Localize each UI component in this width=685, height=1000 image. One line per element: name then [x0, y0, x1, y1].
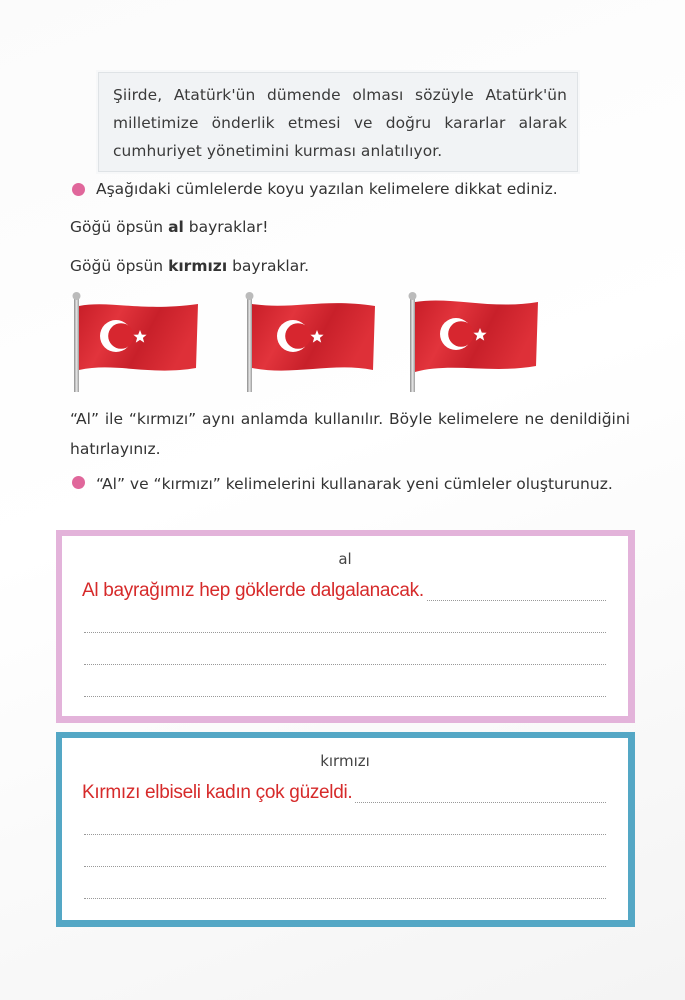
instruction-write-sentences: “Al” ve “kırmızı” kelimelerini kullanarak yeni cümleler oluşturunuz. — [96, 475, 613, 493]
box-heading-al: al — [338, 550, 352, 568]
bold-word-kirmizi: kırmızı — [168, 257, 228, 275]
bold-word-al: al — [168, 218, 184, 236]
writing-line[interactable] — [84, 632, 606, 633]
writing-line[interactable] — [84, 696, 606, 697]
example-sentence-kirmizi: Göğü öpsün kırmızı bayraklar. — [70, 257, 310, 275]
turkish-flag-icon — [406, 292, 541, 392]
answer-sentence-kirmizi[interactable]: Kırmızı elbiseli kadın çok güzeldi. — [82, 782, 353, 803]
writing-line[interactable] — [84, 866, 606, 867]
example-sentence-al: Göğü öpsün al bayraklar! — [70, 218, 269, 236]
synonym-explanation: “Al” ile “kırmızı” aynı anlamda kullanılır. Böyle kelimelere ne denildiğini hatırlayınız. — [70, 410, 630, 458]
turkish-flag-icon — [243, 292, 378, 392]
answer-box-kirmizi — [56, 732, 635, 927]
answer-box-al — [56, 530, 635, 723]
turkish-flag-icon — [70, 292, 200, 392]
box-heading-kirmizi: kırmızı — [320, 752, 370, 770]
info-callout — [98, 72, 578, 172]
writing-line[interactable] — [84, 664, 606, 665]
answer-sentence-al[interactable]: Al bayrağımız hep göklerde dalgalanacak. — [82, 580, 424, 601]
callout-text: Şiirde, Atatürk'ün dümende olması sözüyle Atatürk'ün milletimize önderlik etmesi ve doğru kararlar alarak cumhuriyet yönetimini kurması anlatılıyor. — [113, 86, 567, 160]
instruction-bold-words: Aşağıdaki cümlelerde koyu yazılan kelimelere dikkat ediniz. — [96, 180, 558, 198]
bullet-icon — [72, 183, 85, 196]
writing-line[interactable] — [84, 834, 606, 835]
writing-line[interactable] — [84, 898, 606, 899]
